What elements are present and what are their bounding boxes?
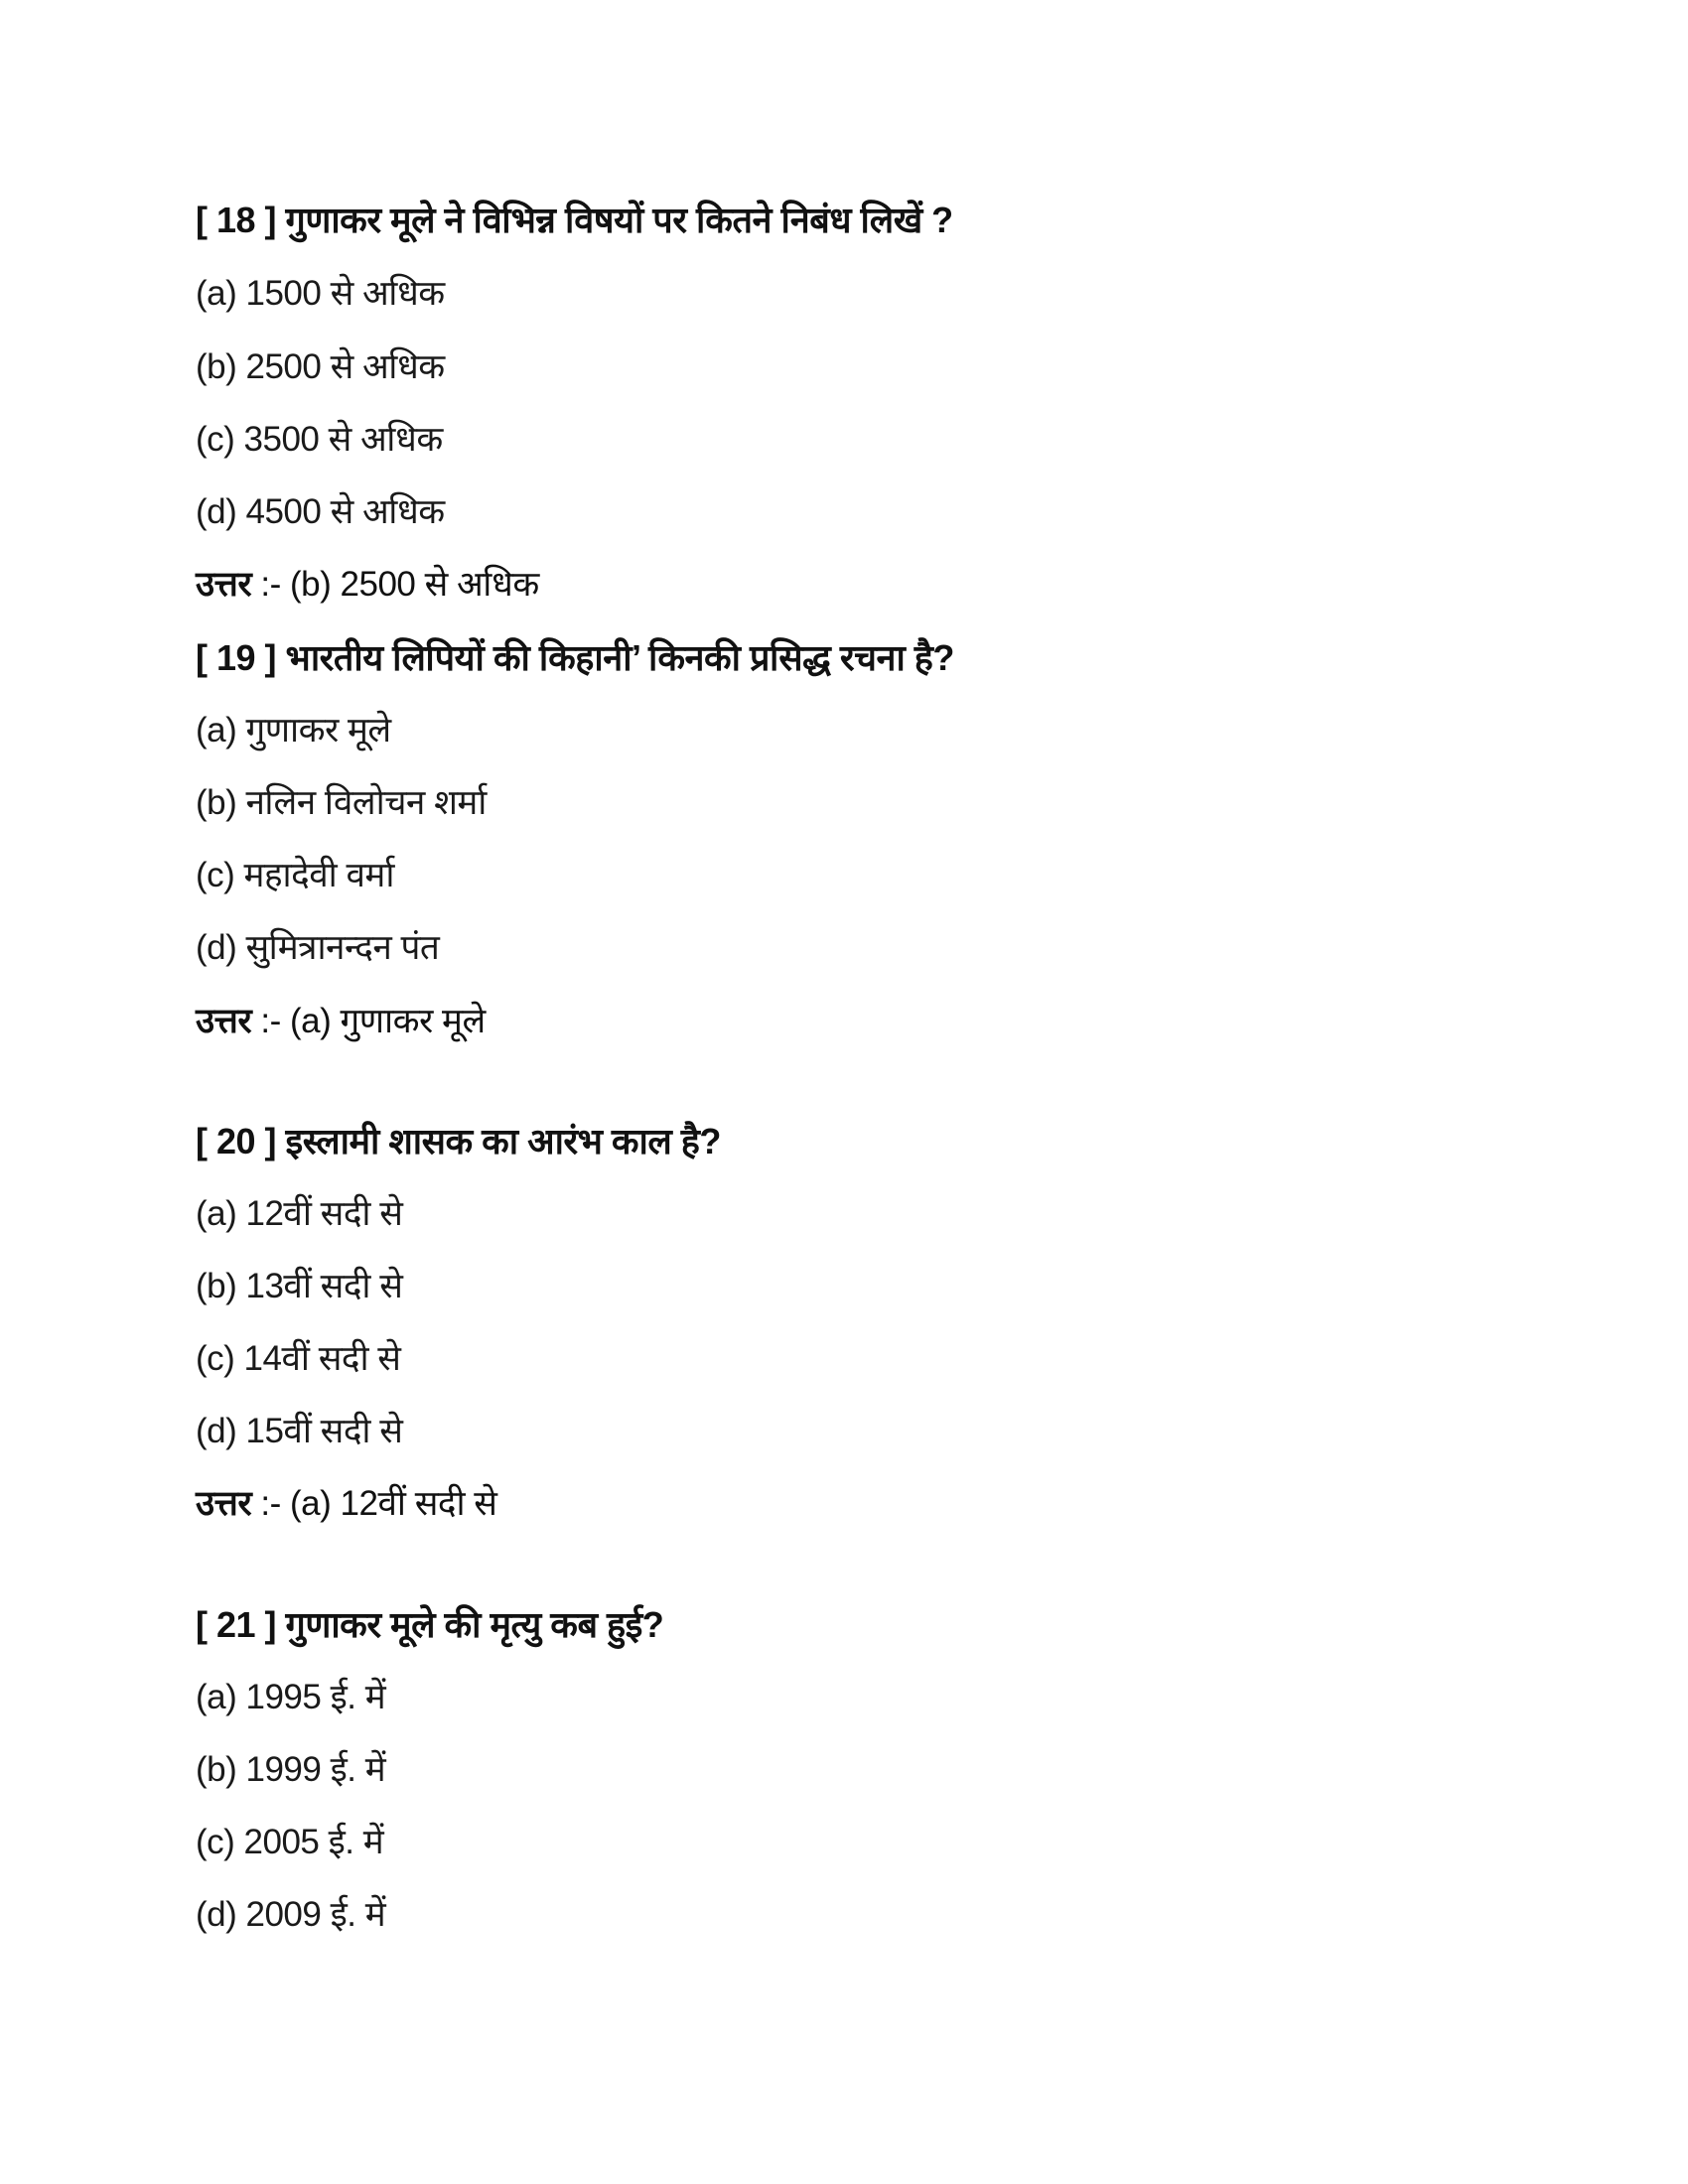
question-19-option-d: (d) सुमित्रानन्दन पंत: [196, 928, 440, 967]
question-18-answer: [196, 555, 539, 614]
question-21-heading: [196, 1595, 663, 1655]
question-19-answer: [196, 992, 486, 1051]
question-18-option-b: (b) 2500 से अधिक: [196, 347, 445, 386]
question-20-option-d: (d) 15वीं सदी से: [196, 1412, 403, 1450]
question-number: [ 18 ]: [196, 200, 277, 240]
question-20-option-a: (a) 12वीं सदी से: [196, 1194, 403, 1233]
question-20-heading: [196, 1112, 721, 1171]
question-18-option-c: (c) 3500 से अधिक: [196, 420, 443, 459]
question-number: [ 21 ]: [196, 1604, 277, 1645]
question-number: [ 20 ]: [196, 1121, 277, 1161]
answer-label: उत्तर: [196, 1002, 252, 1040]
question-19-option-b: (b) नलिन विलोचन शर्मा: [196, 783, 487, 822]
question-text: इस्लामी शासक का आरंभ काल है?: [285, 1121, 721, 1161]
question-20-answer: [196, 1474, 496, 1534]
answer-label: उत्तर: [196, 1484, 252, 1523]
question-21-option-a: (a) 1995 ई. में: [196, 1678, 386, 1716]
question-text: गुणाकर मूले की मृत्यु कब हुई?: [285, 1604, 664, 1645]
question-19-option-c: (c) महादेवी वर्मा: [196, 856, 394, 894]
question-21-option-d: (d) 2009 ई. में: [196, 1895, 386, 1934]
question-18-option-a: (a) 1500 से अधिक: [196, 274, 445, 313]
answer-text: :- (b) 2500 से अधिक: [251, 565, 539, 604]
question-19-heading: [196, 628, 954, 688]
question-text: भारतीय लिपियों की किहानी’ किनकी प्रसिद्ध रचना है?: [285, 637, 954, 678]
question-21-option-b: (b) 1999 ई. में: [196, 1750, 386, 1789]
question-20-option-c: (c) 14वीं सदी से: [196, 1339, 401, 1378]
question-18-option-d: (d) 4500 से अधिक: [196, 492, 445, 531]
question-number: [ 19 ]: [196, 637, 277, 678]
question-20-option-b: (b) 13वीं सदी से: [196, 1267, 403, 1305]
answer-text: :- (a) 12वीं सदी से: [251, 1484, 497, 1523]
question-19-option-a: (a) गुणाकर मूले: [196, 711, 391, 750]
question-21-option-c: (c) 2005 ई. में: [196, 1823, 384, 1861]
answer-text: :- (a) गुणाकर मूले: [251, 1002, 486, 1040]
question-18-heading: [196, 191, 953, 250]
answer-label: उत्तर: [196, 565, 252, 604]
question-text: गुणाकर मूले ने विभिन्न विषयों पर कितने निबंध लिखें ?: [285, 200, 953, 240]
